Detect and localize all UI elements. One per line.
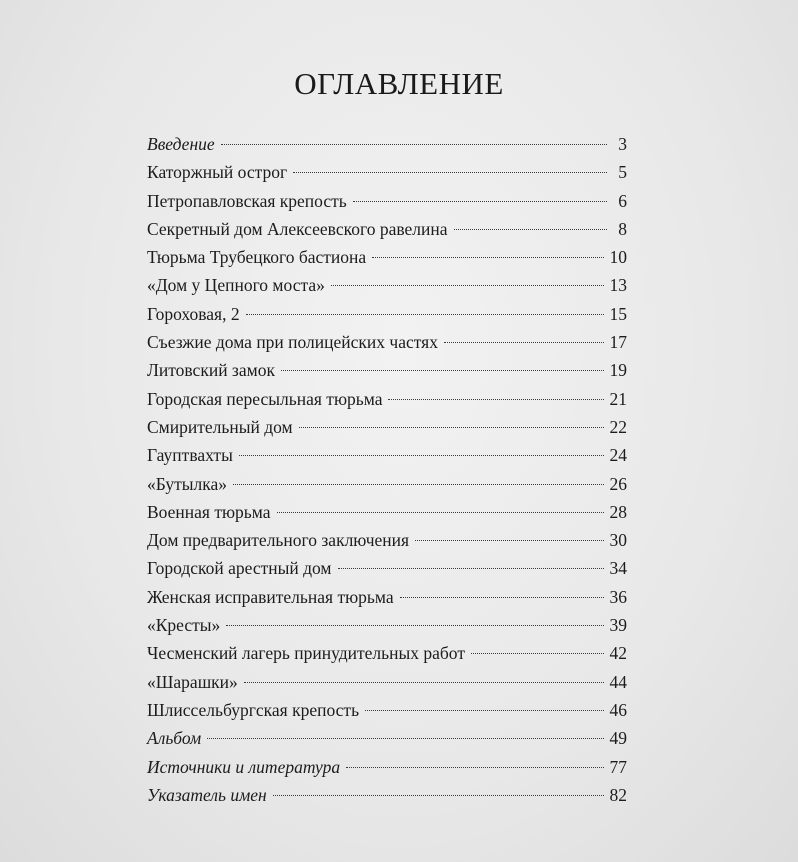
toc-entry-page-number: 26: [609, 473, 627, 494]
toc-entry: [147, 356, 627, 384]
toc-entry-title: «Шарашки»: [147, 671, 238, 692]
dot-leader: [244, 682, 604, 683]
toc-entry-title: Тюрьма Трубецкого бастиона: [147, 247, 367, 268]
toc-entry-page-number: 34: [609, 558, 627, 579]
dot-leader: [239, 455, 604, 456]
dot-leader: [415, 540, 603, 541]
toc-entry-page-number: 82: [609, 784, 627, 805]
dot-leader: [346, 767, 603, 768]
toc-heading: ОГЛАВЛЕНИЕ: [294, 66, 504, 101]
toc-entry-title: Введение: [147, 134, 215, 154]
toc-entry-page-number: 5: [618, 162, 627, 183]
toc-entry: [147, 696, 627, 724]
toc-entry: [147, 753, 627, 781]
toc-entry-page-number: 28: [609, 501, 627, 522]
toc-entry: [147, 187, 627, 215]
toc-entry-title: Петропавловская крепость: [147, 190, 347, 211]
dot-leader: [277, 512, 604, 513]
toc-entry: [147, 470, 627, 498]
toc-entry: [147, 554, 627, 582]
toc-entry: [147, 639, 627, 667]
dot-leader: [233, 484, 603, 485]
toc-entry-title: «Дом у Цепного моста»: [147, 275, 325, 296]
toc-entry: [147, 243, 627, 271]
dot-leader: [281, 370, 604, 371]
toc-entry: [147, 413, 627, 441]
toc-entry: [147, 724, 627, 752]
dot-leader: [331, 285, 604, 286]
toc-entry-title: Указатель имен: [147, 784, 267, 805]
toc-entry-page-number: 46: [609, 699, 627, 720]
toc-entry-title: Дом предварительного заключения: [147, 530, 410, 551]
toc-entry-page-number: 3: [618, 134, 627, 154]
toc-entry-title: Смирительный дом: [147, 416, 293, 437]
dot-leader: [353, 201, 607, 202]
toc-entry-title: Секретный дом Алексеевского равелина: [147, 218, 448, 239]
toc-entry-page-number: 17: [609, 332, 627, 353]
toc-entry-title: Альбом: [147, 728, 202, 749]
toc-entry-title: «Кресты»: [147, 615, 221, 636]
toc-entry: [147, 498, 627, 526]
toc-entry-page-number: 21: [609, 388, 627, 409]
toc-entry: [147, 441, 627, 469]
toc-entry-page-number: 10: [609, 247, 627, 268]
dot-leader: [338, 568, 604, 569]
toc-entry: [147, 130, 627, 158]
toc-list: [147, 130, 627, 809]
dot-leader: [226, 625, 603, 626]
toc-entry: [147, 158, 627, 186]
toc-entry-page-number: 44: [609, 671, 627, 692]
dot-leader: [365, 710, 603, 711]
toc-entry-title: Городская пересыльная тюрьма: [147, 388, 383, 409]
toc-entry-page-number: 19: [609, 360, 627, 381]
dot-leader: [444, 342, 604, 343]
toc-entry-title: Чесменский лагерь принудительных работ: [147, 643, 465, 664]
toc-entry-page-number: 22: [609, 416, 627, 437]
toc-entry-title: Съезжие дома при полицейских частях: [147, 332, 438, 353]
toc-entry-page-number: 30: [609, 530, 627, 551]
toc-entry-page-number: 42: [609, 643, 627, 664]
dot-leader: [207, 738, 603, 739]
toc-entry: [147, 668, 627, 696]
dot-leader: [273, 795, 604, 796]
toc-entry-title: Источники и литература: [147, 756, 341, 777]
toc-entry: [147, 526, 627, 554]
toc-entry-page-number: 36: [609, 586, 627, 607]
toc-entry: [147, 781, 627, 809]
dot-leader: [388, 399, 603, 400]
toc-entry-title: Женская исправительная тюрьма: [147, 586, 394, 607]
toc-entry: [147, 583, 627, 611]
toc-entry-page-number: 15: [609, 303, 627, 324]
dot-leader: [293, 172, 607, 173]
dot-leader: [400, 597, 604, 598]
toc-entry-title: Литовский замок: [147, 360, 275, 381]
toc-entry-page-number: 6: [618, 190, 627, 211]
toc-entry: [147, 385, 627, 413]
toc-entry-title: Городской арестный дом: [147, 558, 332, 579]
dot-leader: [471, 653, 604, 654]
toc-entry: [147, 300, 627, 328]
toc-entry-title: Гороховая, 2: [147, 303, 240, 324]
toc-entry: [147, 328, 627, 356]
toc-entry: [147, 215, 627, 243]
dot-leader: [372, 257, 603, 258]
dot-leader: [246, 314, 604, 315]
toc-entry-title: Военная тюрьма: [147, 501, 271, 522]
toc-entry-title: Шлиссельбургская крепость: [147, 699, 360, 720]
toc-entry-page-number: 39: [609, 615, 627, 636]
toc-entry-page-number: 77: [609, 756, 627, 777]
toc-entry-title: Гауптвахты: [147, 445, 233, 466]
toc-entry-page-number: 24: [609, 445, 627, 466]
toc-entry-title: «Бутылка»: [147, 473, 228, 494]
toc-entry: [147, 611, 627, 639]
toc-entry-page-number: 8: [618, 218, 627, 239]
toc-entry: [147, 271, 627, 299]
toc-entry-title: Каторжный острог: [147, 162, 288, 183]
dot-leader: [454, 229, 607, 230]
dot-leader: [299, 427, 604, 428]
dot-leader: [221, 144, 607, 145]
toc-entry-page-number: 13: [609, 275, 627, 296]
toc-entry-page-number: 49: [609, 728, 627, 749]
